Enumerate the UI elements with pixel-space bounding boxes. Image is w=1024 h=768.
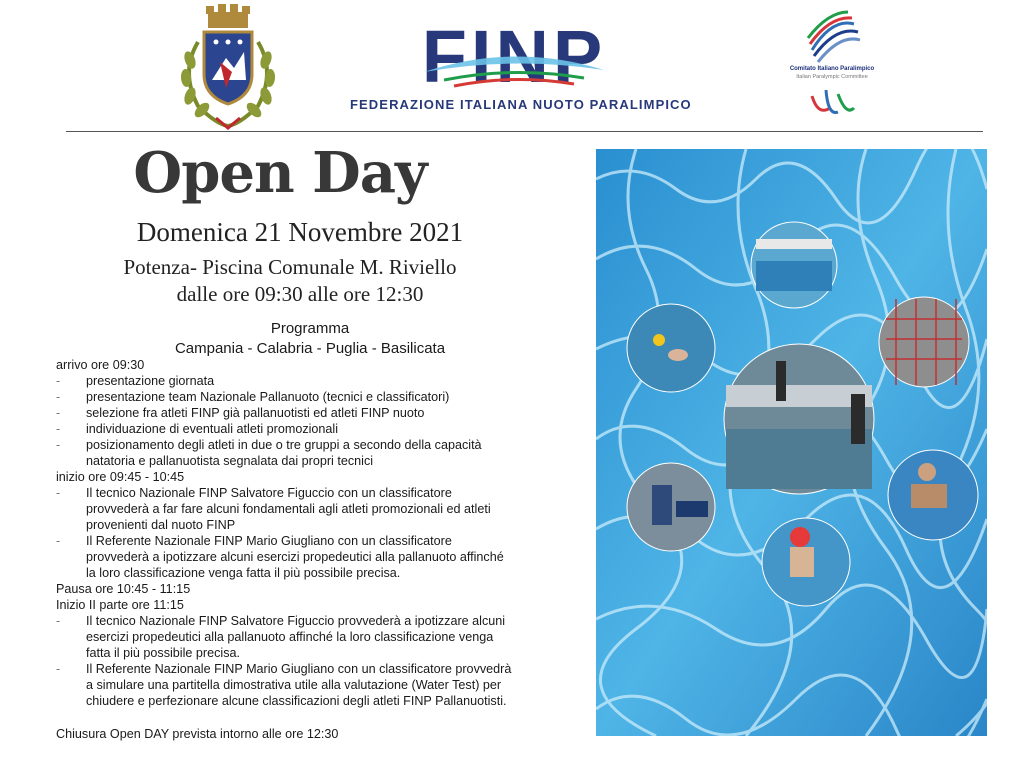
- part2-item-text: chiudere e perfezionare alcune classificazioni degli atleti FINP Pallanuotisti.: [86, 694, 507, 708]
- event-date: Domenica 21 Novembre 2021: [136, 217, 464, 247]
- bullet-dash: -: [56, 662, 61, 676]
- start-item-text: Il tecnico Nazionale FINP Salvatore Figuccio con un classificatore: [86, 486, 452, 500]
- bullet-dash: -: [56, 374, 61, 388]
- bullet-dash: -: [56, 390, 61, 404]
- arrival-item-text: posizionamento degli atleti in due o tre gruppi a secondo della capacità: [86, 438, 482, 452]
- arrival-item-line: [56, 389, 576, 405]
- part2-item-text: Il Referente Nazionale FINP Mario Giugliano con un classificatore provvedrà: [86, 662, 512, 676]
- start-item-line: [56, 565, 576, 581]
- part2-item-text: fatta il più possibile precisa.: [86, 646, 241, 660]
- part2-item-line: [56, 645, 576, 661]
- part2-item-line: [56, 661, 576, 677]
- bullet-dash: [56, 565, 86, 581]
- start-item-line: [56, 517, 576, 533]
- photo-group-poolside: [724, 344, 874, 494]
- start-time: inizio ore 09:45 - 10:45: [56, 470, 185, 484]
- start-item-line: [56, 485, 576, 501]
- event-title: Open Day: [133, 140, 427, 206]
- arrival-item-line: [56, 437, 576, 453]
- bullet-dash: -: [56, 614, 61, 628]
- event-venue: Potenza- Piscina Comunale M. Riviello: [123, 255, 457, 279]
- bullet-dash: -: [56, 486, 61, 500]
- cip-name-english: Italian Paralympic Committee: [796, 74, 868, 80]
- part2-item-text: esercizi propedeutici alla pallanuoto affinché la loro classificazione venga: [86, 630, 494, 644]
- part2-item-line: [56, 629, 576, 645]
- bullet-dash: [56, 453, 86, 469]
- bullet-dash: [56, 693, 86, 709]
- part2-item-line: [56, 613, 576, 629]
- start-item-text: provvederà a ipotizzare alcuni esercizi propedeutici alla pallanuoto affinché: [86, 550, 504, 564]
- bullet-dash: -: [56, 534, 61, 548]
- photo-player-cap: [762, 518, 850, 606]
- start-item-line: [56, 501, 576, 517]
- start-item-text: Il Referente Nazionale FINP Mario Giugliano con un classificatore: [86, 534, 452, 548]
- bullet-dash: [56, 517, 86, 533]
- photo-classifier-desk: [627, 463, 715, 551]
- bullet-dash: -: [56, 406, 61, 420]
- bullet-dash: [56, 677, 86, 693]
- arrival-item-text: presentazione giornata: [86, 374, 215, 388]
- bullet-dash: [56, 501, 86, 517]
- arrival-item-text: selezione fra atleti FINP già pallanuotisti ed atleti FINP nuoto: [86, 406, 425, 420]
- potenza-coat-of-arms-logo: [176, 2, 280, 130]
- start-item-text: la loro classificazione venga fatta il più possibile precisa.: [86, 566, 401, 580]
- closing-note: Chiusura Open DAY prevista intorno alle ore 12:30: [56, 727, 339, 741]
- bullet-dash: [56, 549, 86, 565]
- arrival-time: arrivo ore 09:30: [56, 358, 145, 372]
- part2-time: Inizio II parte ore 11:15: [56, 598, 184, 612]
- start-item-text: provvederà a far fare alcuni fondamentali agli atleti promozionali ed atleti: [86, 502, 491, 516]
- photo-athlete-smiling: [888, 450, 978, 540]
- event-hours: dalle ore 09:30 alle ore 12:30: [176, 282, 424, 306]
- cip-name: Comitato Italiano Paralimpico: [789, 66, 875, 72]
- bullet-dash: [56, 629, 86, 645]
- arrival-item-text: natatoria e pallanuotista segnalata dai propri tecnici: [86, 454, 374, 468]
- photo-player-ball: [627, 304, 715, 392]
- arrival-item-text: presentazione team Nazionale Pallanuoto (tecnici e classificatori): [86, 390, 450, 404]
- arrival-item-line: [56, 453, 576, 469]
- part2-item-line: [56, 693, 576, 709]
- bullet-dash: -: [56, 438, 61, 452]
- finp-logo-text: FINP: [421, 22, 607, 94]
- part2-item-line: [56, 677, 576, 693]
- part2-item-text: Il tecnico Nazionale FINP Salvatore Figuccio provvederà a ipotizzare alcuni: [86, 614, 506, 628]
- start-item-text: provenienti dal nuoto FINP: [86, 518, 236, 532]
- photo-pool-lanes: [751, 222, 837, 308]
- paralympic-agitos-icon: [808, 86, 858, 120]
- arrival-item-line: [56, 373, 576, 389]
- cip-stripes-icon: [802, 10, 864, 66]
- bullet-dash: [56, 645, 86, 661]
- bullet-dash: -: [56, 422, 61, 436]
- program-schedule: [56, 357, 576, 709]
- program-regions: Campania - Calabria - Puglia - Basilicata: [174, 340, 446, 357]
- program-title: Programma: [270, 320, 350, 337]
- start-item-line: [56, 533, 576, 549]
- arrival-item-line: [56, 421, 576, 437]
- photo-goal-net: [879, 297, 969, 387]
- finp-subtitle: FEDERAZIONE ITALIANA NUOTO PARALIMPICO: [350, 97, 692, 112]
- start-item-line: [56, 549, 576, 565]
- pool-collage-image: [596, 149, 987, 736]
- arrival-item-text: individuazione di eventuali atleti promozionali: [86, 422, 339, 436]
- finp-logo: [384, 22, 644, 94]
- part2-item-text: a simulare una partitella dimostrativa utile alla valutazione (Water Test) per: [86, 678, 502, 692]
- arrival-item-line: [56, 405, 576, 421]
- header-divider: [66, 131, 983, 132]
- break-time: Pausa ore 10:45 - 11:15: [56, 582, 191, 596]
